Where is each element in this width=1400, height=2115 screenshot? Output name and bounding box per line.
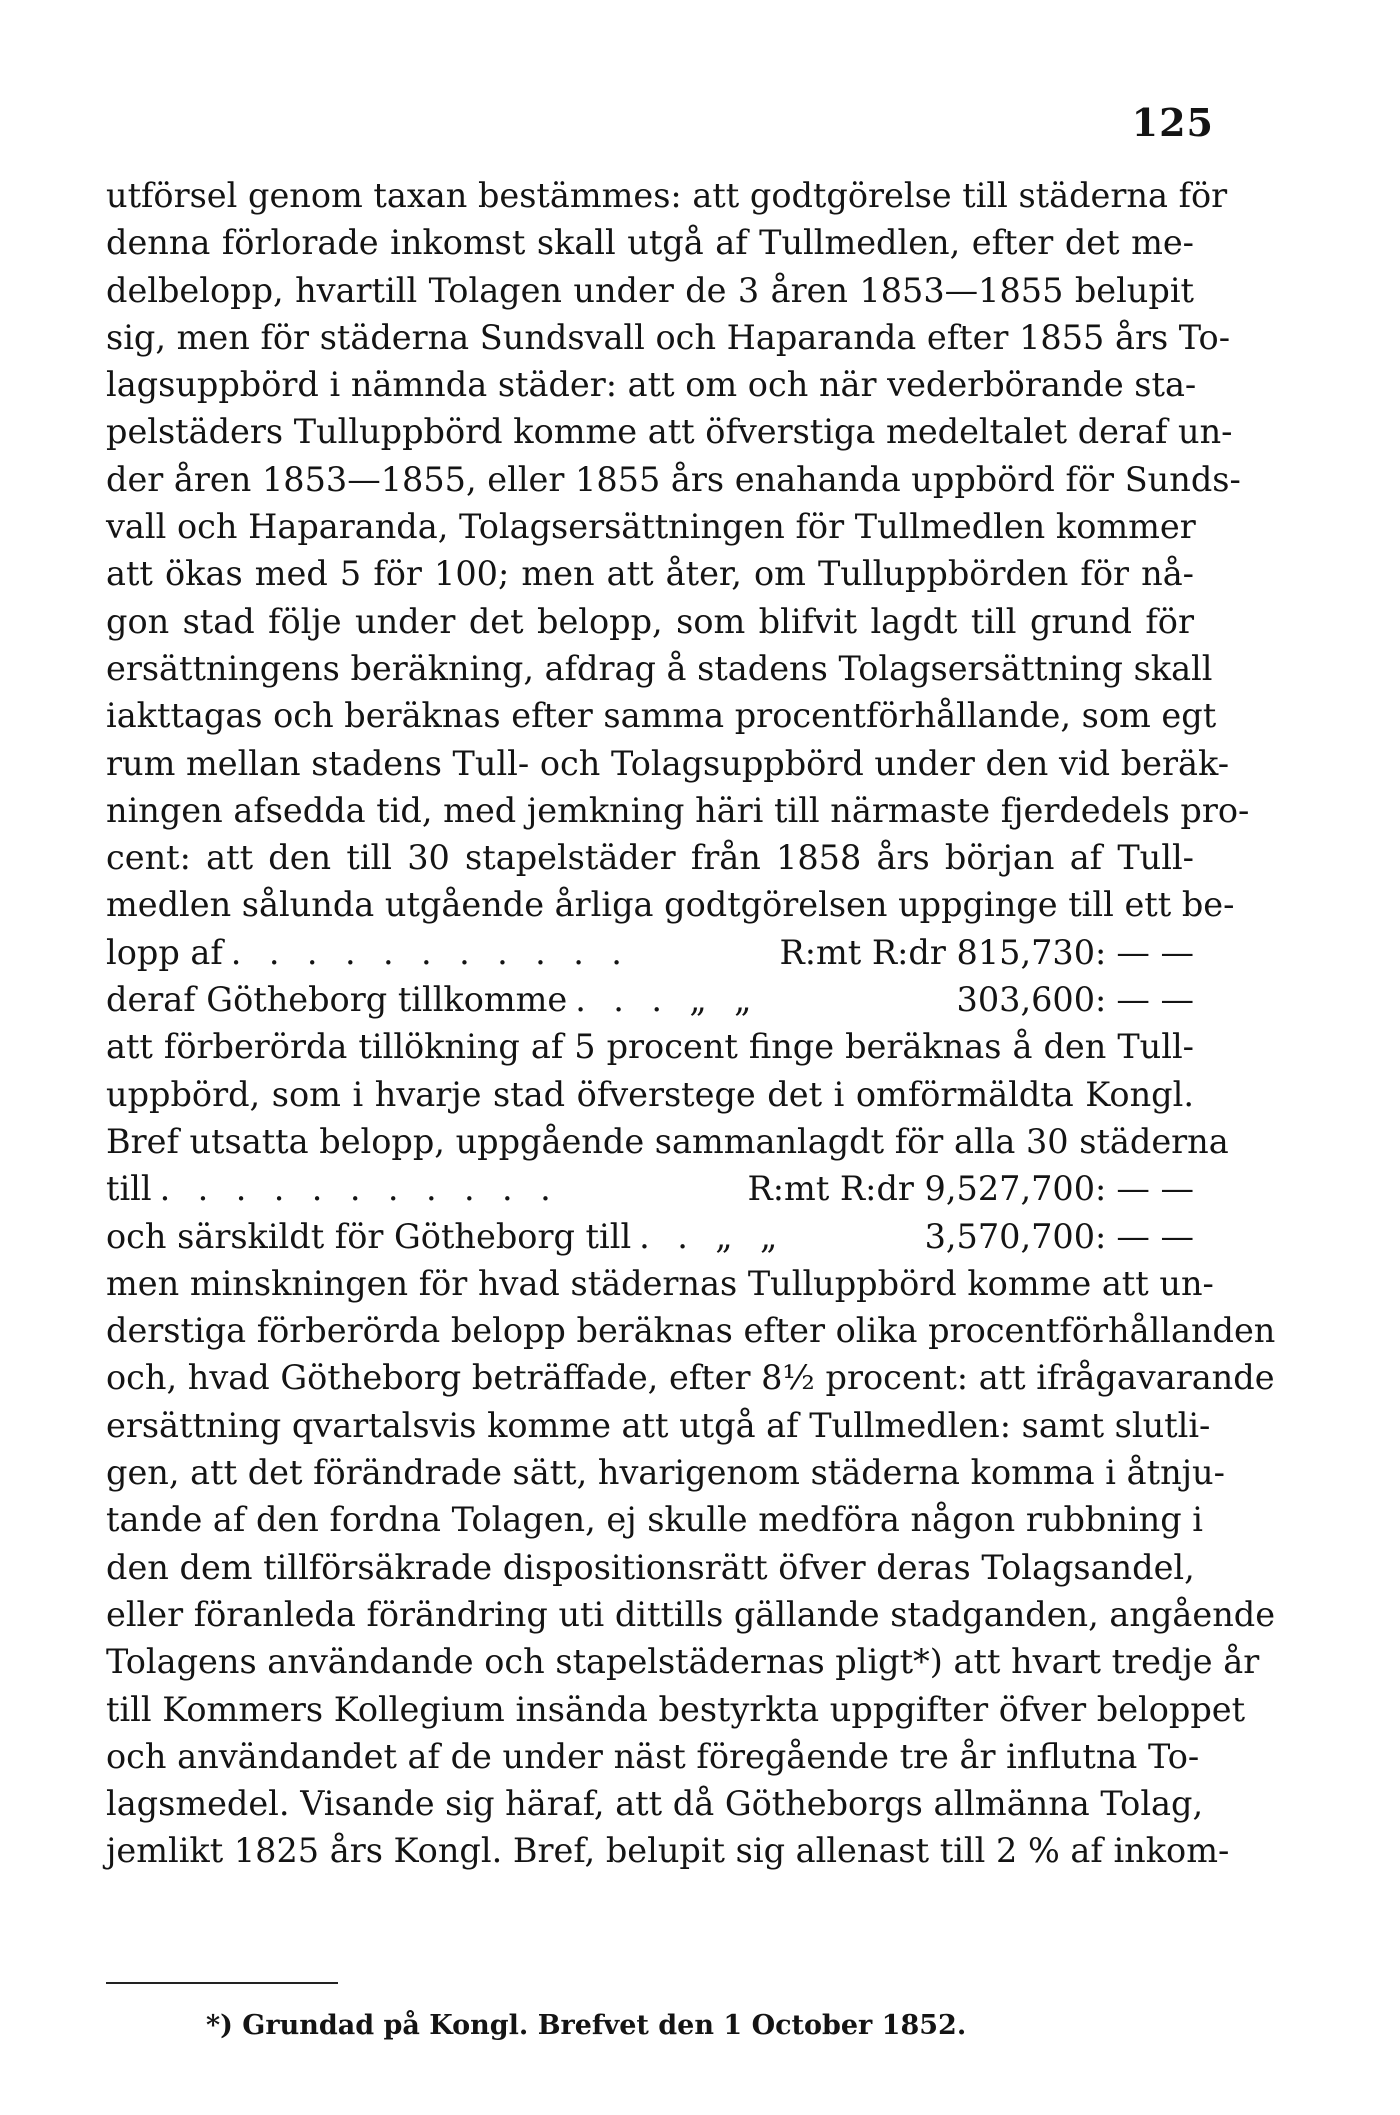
page-number: 125 xyxy=(1131,100,1214,145)
text-line: sig, men för städerna Sundsvall och Haparanda efter 1855 års To- xyxy=(106,317,1231,357)
amount-value: 303,600: xyxy=(956,980,1107,1020)
body-text xyxy=(106,172,1276,1875)
amount-row xyxy=(106,976,1194,1023)
amount-leader: . . „ „ xyxy=(639,1216,786,1256)
text-line: gon stad följe under det belopp, som blifvit lagdt till grund för xyxy=(106,601,1194,641)
text-line: iakttagas och beräknas efter samma procentförhållande, som egt xyxy=(106,696,1217,736)
text-line: denna förlorade inkomst skall utgå af Tullmedlen, efter det me- xyxy=(106,223,1194,263)
amount-dash: — — xyxy=(1116,980,1194,1020)
amount-label: lopp af xyxy=(106,932,223,972)
text-line: den dem tillförsäkrade dispositionsrätt öfver deras Tolagsandel, xyxy=(106,1547,1195,1587)
text-line: att förberörda tillökning af 5 procent finge beräknas å den Tull- xyxy=(106,1027,1194,1067)
text-line: delbelopp, hvartill Tolagen under de 3 åren 1853—1855 belupit xyxy=(106,270,1194,310)
text-line: cent: att den till 30 stapelstäder från 1858 års början af Tull- xyxy=(106,838,1194,878)
text-line: till Kommers Kollegium insända bestyrkta uppgifter öfver beloppet xyxy=(106,1689,1246,1729)
text-line: ersättningens beräkning, afdrag å stadens Tolagsersättning skall xyxy=(106,648,1213,688)
text-line: lagsmedel. Visande sig häraf, att då Götheborgs allmänna Tolag, xyxy=(106,1784,1204,1824)
amount-row xyxy=(106,1213,1194,1260)
text-line: uppbörd, som i hvarje stad öfverstege det i omförmäldta Kongl. xyxy=(106,1074,1194,1114)
text-line: utförsel genom taxan bestämmes: att godtgörelse till städerna för xyxy=(106,176,1228,215)
text-line: vall och Haparanda, Tolagsersättningen för Tullmedlen kommer xyxy=(106,507,1196,547)
amount-row xyxy=(106,1165,1194,1212)
amount-value: 3,570,700: xyxy=(924,1216,1107,1256)
text-line: ersättning qvartalsvis komme att utgå af Tullmedlen: samt slutli- xyxy=(106,1405,1211,1445)
text-line: Tolagens användande och stapelstädernas pligt*) att hvart tredje år xyxy=(106,1642,1260,1682)
text-line: rum mellan stadens Tull- och Tolagsuppbörd under den vid beräk- xyxy=(106,743,1230,783)
text-line: der åren 1853—1855, eller 1855 års enahanda uppbörd för Sunds- xyxy=(106,459,1241,499)
amount-dash: — — xyxy=(1116,932,1194,972)
text-line: och, hvad Götheborg beträffade, efter 8½ procent: att ifrågavarande xyxy=(106,1358,1275,1398)
amount-leader: . . . . . . . . . . . xyxy=(159,1169,560,1209)
amount-leader: . . . . . . . . . . . xyxy=(230,932,631,972)
amount-leader: . . . „ „ xyxy=(575,980,760,1020)
footnote: *) Grundad på Kongl. Brefvet den 1 October 1852. xyxy=(206,2010,967,2041)
footnote-divider xyxy=(106,1982,338,1984)
text-line: men minskningen för hvad städernas Tulluppbörd komme att un- xyxy=(106,1263,1214,1303)
text-line: Bref utsatta belopp, uppgående sammanlagdt för alla 30 städerna xyxy=(106,1121,1229,1161)
text-line: tande af den fordna Tolagen, ej skulle medföra någon rubbning i xyxy=(106,1500,1204,1540)
text-line: jemlikt 1825 års Kongl. Bref, belupit sig allenast till 2 % af inkom- xyxy=(106,1831,1230,1871)
amount-label: till xyxy=(106,1169,152,1209)
amount-label: deraf Götheborg tillkomme xyxy=(106,980,568,1020)
text-line: ningen afsedda tid, med jemkning häri till närmaste fjerdedels pro- xyxy=(106,790,1250,830)
text-line: medlen sålunda utgående årliga godtgörelsen uppginge till ett be- xyxy=(106,885,1235,925)
text-line: pelstäders Tulluppbörd komme att öfverstiga medeltalet deraf un- xyxy=(106,412,1233,452)
amount-dash: — — xyxy=(1116,1216,1194,1256)
amount-value: R:mt R:dr 9,527,700: xyxy=(747,1169,1107,1209)
amount-label: och särskildt för Götheborg till xyxy=(106,1216,632,1256)
text-line: gen, att det förändrade sätt, hvarigenom städerna komma i åtnju- xyxy=(106,1453,1225,1493)
text-line: och användandet af de under näst föregående tre år influtna To- xyxy=(106,1736,1200,1776)
amount-value: R:mt R:dr 815,730: xyxy=(779,932,1107,972)
amount-row xyxy=(106,929,1194,976)
text-line: lagsuppbörd i nämnda städer: att om och när vederbörande sta- xyxy=(106,365,1197,405)
text-line: eller föranleda förändring uti dittills gällande stadganden, angående xyxy=(106,1594,1276,1634)
amount-dash: — — xyxy=(1116,1169,1194,1209)
text-line: derstiga förberörda belopp beräknas efter olika procentförhållanden xyxy=(106,1311,1276,1351)
text-line: att ökas med 5 för 100; men att åter, om Tulluppbörden för nå- xyxy=(106,554,1194,594)
